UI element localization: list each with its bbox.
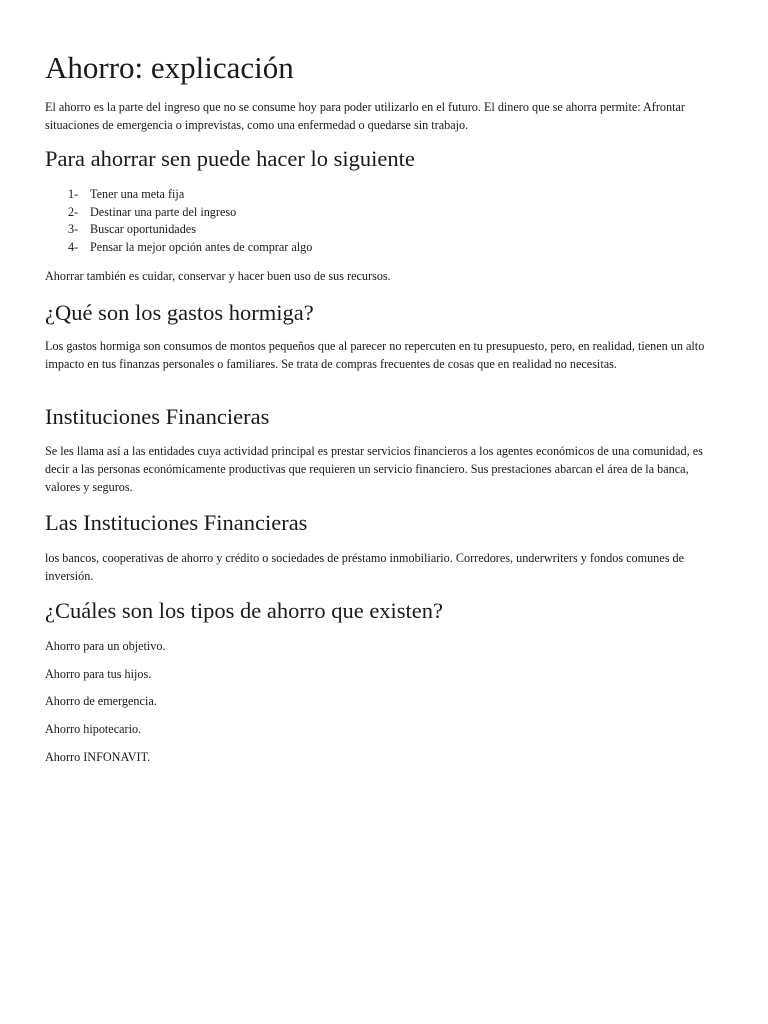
section-heading-tipos-ahorro: ¿Cuáles son los tipos de ahorro que existen? [45, 598, 444, 623]
section-heading-instituciones: Instituciones Financieras [45, 404, 270, 429]
list-item [68, 221, 312, 239]
list-text: Buscar oportunidades [90, 222, 196, 236]
document-title: Ahorro: explicación [45, 50, 294, 85]
list-item [68, 239, 312, 257]
list-text: Destinar una parte del ingreso [90, 204, 237, 219]
list-number: 4- [68, 239, 79, 254]
list-text: Tener una meta fija [90, 187, 185, 201]
list-item [68, 204, 312, 222]
steps-list [68, 186, 312, 256]
closing-paragraph: Ahorrar también es cuidar, conservar y hacer buen uso de sus recursos. [45, 269, 391, 283]
las-instituciones-paragraph: los bancos, cooperativas de ahorro y crédito o sociedades de préstamo inmobiliario. Corredores, underwriters y fondos comunes de inversión. [45, 551, 684, 583]
list-item: Ahorro para tus hijos. [45, 667, 152, 681]
list-text: Pensar la mejor opción antes de comprar algo [90, 239, 313, 254]
list-item: Ahorro INFONAVIT. [45, 750, 151, 764]
list-item: Ahorro para un objetivo. [45, 639, 166, 653]
list-item [68, 186, 312, 204]
gastos-hormiga-paragraph: Los gastos hormiga son consumos de montos pequeños que al parecer no repercuten en tu presupuesto, pero, en realidad, tienen un alto impacto en tus finanzas personales o familiares. Se trata de compras frecuentes de cosas que en realidad no necesitas. [45, 339, 705, 371]
list-number: 2- [68, 204, 79, 219]
instituciones-paragraph: Se les llama así a las entidades cuya actividad principal es prestar servicios financieros a los agentes económicos de una comunidad, es decir a las personas económicamente productivas que requieren un servicio financiero. Sus prestaciones abarcan el área de la banca, valores y seguros. [45, 444, 703, 494]
list-item: Ahorro hipotecario. [45, 722, 142, 736]
intro-paragraph: El ahorro es la parte del ingreso que no se consume hoy para poder utilizarlo en el futuro. El dinero que se ahorra permite: Afrontar situaciones de emergencia o imprevistas, como una enfermedad o quedarse sin trabajo. [45, 100, 685, 132]
section-heading-gastos-hormiga: ¿Qué son los gastos hormiga? [45, 300, 314, 325]
list-number: 3- [68, 222, 79, 236]
section-heading-las-instituciones: Las Instituciones Financieras [45, 510, 308, 535]
list-number: 1- [68, 187, 79, 201]
section-heading-tips: Para ahorrar sen puede hacer lo siguiente [45, 146, 415, 171]
list-item: Ahorro de emergencia. [45, 694, 157, 708]
